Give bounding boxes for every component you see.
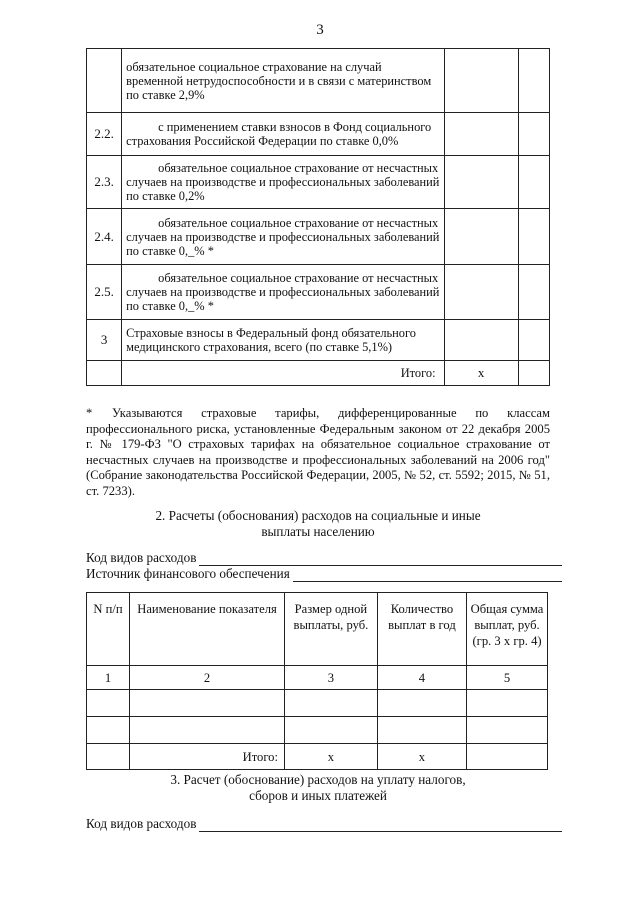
table-row bbox=[87, 49, 550, 113]
column-number: 3 bbox=[284, 666, 377, 690]
section3-title bbox=[86, 772, 550, 804]
cell-empty bbox=[518, 49, 549, 113]
cell-empty bbox=[518, 209, 549, 265]
cell-empty bbox=[87, 361, 122, 386]
cell-empty bbox=[87, 744, 130, 770]
total-label: Итого: bbox=[122, 361, 444, 386]
total-x: х bbox=[444, 361, 518, 386]
section3-expense-code-label: Код видов расходов bbox=[86, 816, 197, 831]
section3-title-line1: 3. Расчет (обоснование) расходов на уплату налогов, bbox=[170, 772, 466, 787]
cell-empty bbox=[518, 265, 549, 320]
row-name: с применением ставки взносов в Фонд социального страхования Российской Федерации по ставке 0,0% bbox=[122, 113, 444, 156]
table-row bbox=[87, 717, 548, 744]
cell-empty bbox=[518, 361, 549, 386]
cell-empty bbox=[467, 717, 548, 744]
cell-empty bbox=[284, 690, 377, 717]
cell-empty bbox=[467, 744, 548, 770]
row-number: 2.4. bbox=[87, 209, 122, 265]
cell-empty bbox=[87, 717, 130, 744]
cell-empty bbox=[284, 717, 377, 744]
section3-expense-code-line[interactable] bbox=[199, 819, 562, 832]
section3-title-line2: сборов и иных платежей bbox=[249, 788, 387, 803]
row-number: 3 bbox=[87, 320, 122, 361]
cell-empty bbox=[518, 156, 549, 209]
table-header-row bbox=[87, 593, 548, 666]
cell-empty bbox=[444, 49, 518, 113]
total-x: х bbox=[377, 744, 466, 770]
funding-source-line[interactable] bbox=[293, 569, 562, 582]
footnote-text: Указываются страховые тарифы, дифференцированные по классам профессионального риска, установленные Федеральным законом от 22 декабря 2005 г. № 179-ФЗ "О страховых тарифах на обязательное социальное страхование от несчастных случаев на производстве и профессиональных заболеваний на 2006 год" (Собрание законодательства Российской Федерации, 2005, № 52, ст. 5592; 2015, № 51, ст. 7233). bbox=[86, 406, 550, 498]
total-x: х bbox=[284, 744, 377, 770]
row-number: 2.2. bbox=[87, 113, 122, 156]
expense-code-line[interactable] bbox=[199, 553, 562, 566]
header-cell: N п/п bbox=[87, 593, 130, 666]
expense-code-label: Код видов расходов bbox=[86, 550, 197, 565]
column-number: 4 bbox=[377, 666, 466, 690]
cell-empty bbox=[444, 209, 518, 265]
expense-code-field bbox=[86, 550, 562, 566]
cell-empty bbox=[467, 690, 548, 717]
footnote bbox=[86, 406, 550, 500]
cell-empty bbox=[444, 320, 518, 361]
funding-source-label: Источник финансового обеспечения bbox=[86, 566, 290, 581]
header-cell: Общая сумма выплат, руб. (гр. 3 х гр. 4) bbox=[467, 593, 548, 666]
row-name: обязательное социальное страхование на случай временной нетрудоспособности и в связи с материнством по ставке 2,9% bbox=[122, 49, 444, 113]
total-label: Итого: bbox=[130, 744, 285, 770]
column-numbers-row bbox=[87, 666, 548, 690]
section2-title-line2: выплаты населению bbox=[261, 524, 375, 539]
column-number: 1 bbox=[87, 666, 130, 690]
table-row bbox=[87, 113, 550, 156]
page-number: 3 bbox=[316, 22, 324, 38]
cell-empty bbox=[444, 265, 518, 320]
row-number bbox=[87, 49, 122, 113]
cell-empty bbox=[444, 156, 518, 209]
section3-expense-code-field bbox=[86, 816, 562, 832]
column-number: 5 bbox=[467, 666, 548, 690]
table-row bbox=[87, 265, 550, 320]
row-name: обязательное социальное страхование от несчастных случаев на производстве и профессиональных заболеваний по ставке 0,2% bbox=[122, 156, 444, 209]
cell-empty bbox=[518, 113, 549, 156]
social-payments-table bbox=[86, 592, 548, 770]
cell-empty bbox=[377, 690, 466, 717]
section2-title bbox=[86, 508, 550, 540]
total-row bbox=[87, 744, 548, 770]
cell-empty bbox=[130, 690, 285, 717]
row-number: 2.5. bbox=[87, 265, 122, 320]
row-number: 2.3. bbox=[87, 156, 122, 209]
table-row bbox=[87, 209, 550, 265]
row-name: обязательное социальное страхование от несчастных случаев на производстве и профессиональных заболеваний по ставке 0,_% * bbox=[122, 209, 444, 265]
funding-source-field bbox=[86, 566, 562, 582]
header-cell: Количество выплат в год bbox=[377, 593, 466, 666]
header-cell: Наименование показателя bbox=[130, 593, 285, 666]
cell-empty bbox=[518, 320, 549, 361]
cell-empty bbox=[130, 717, 285, 744]
cell-empty bbox=[444, 113, 518, 156]
row-name: обязательное социальное страхование от несчастных случаев на производстве и профессиональных заболеваний по ставке 0,_% * bbox=[122, 265, 444, 320]
row-name: Страховые взносы в Федеральный фонд обязательного медицинского страхования, всего (по ставке 5,1%) bbox=[122, 320, 444, 361]
table-row bbox=[87, 690, 548, 717]
insurance-contributions-table bbox=[86, 48, 550, 386]
header-cell: Размер одной выплаты, руб. bbox=[284, 593, 377, 666]
section2-title-line1: 2. Расчеты (обоснования) расходов на социальные и иные bbox=[155, 508, 481, 523]
table-row bbox=[87, 156, 550, 209]
cell-empty bbox=[377, 717, 466, 744]
total-row bbox=[87, 361, 550, 386]
footnote-star: * bbox=[86, 406, 93, 420]
cell-empty bbox=[87, 690, 130, 717]
column-number: 2 bbox=[130, 666, 285, 690]
table-row bbox=[87, 320, 550, 361]
